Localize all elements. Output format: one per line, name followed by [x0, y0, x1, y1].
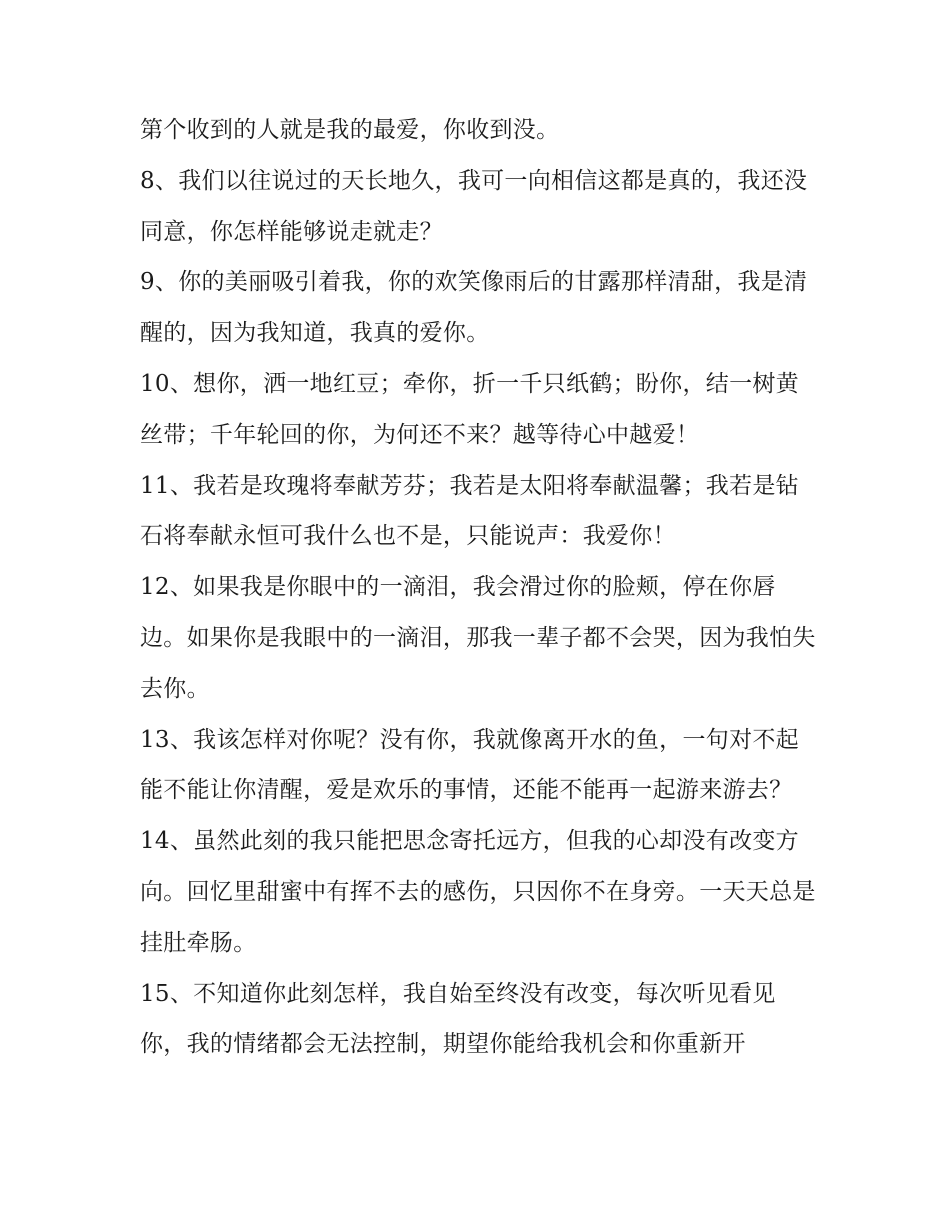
paragraph-item-12: 12、如果我是你眼中的一滴泪，我会滑过你的脸颊，停在你唇边。如果你是我眼中的一滴泪，那我一辈子都不会哭，因为我怕失去你。	[140, 574, 816, 702]
paragraph-item-10: 10、想你，洒一地红豆；牵你，折一千只纸鹤；盼你，结一树黄丝带；千年轮回的你，为何还不来？越等待心中越爱！	[140, 370, 799, 448]
paragraph-item-8: 8、我们以往说过的天长地久，我可一向相信这都是真的，我还没同意，你怎样能够说走就走？	[140, 167, 808, 245]
paragraph-continuation: 第个收到的人就是我的最爱，你收到没。	[140, 117, 560, 143]
paragraph-item-11: 11、我若是玫瑰将奉献芳芬；我若是太阳将奉献温馨；我若是钻石将奉献永恒可我什么也不是，只能说声：我爱你！	[140, 472, 799, 550]
paragraph-item-15: 15、不知道你此刻怎样，我自始至终没有改变，每次听见看见你，我的情绪都会无法控制，期望你能给我机会和你重新开	[140, 980, 776, 1058]
paragraph-item-9: 9、你的美丽吸引着我，你的欢笑像雨后的甘露那样清甜，我是清醒的，因为我知道，我真的爱你。	[140, 269, 808, 347]
document-body	[140, 105, 820, 1070]
paragraph-item-13: 13、我该怎样对你呢？没有你，我就像离开水的鱼，一句对不起能不能让你清醒，爱是欢乐的事情，还能不能再一起游来游去？	[140, 726, 799, 804]
paragraph-item-14: 14、虽然此刻的我只能把思念寄托远方，但我的心却没有改变方向。回忆里甜蜜中有挥不去的感伤，只因你不在身旁。一天天总是挂肚牵肠。	[140, 828, 816, 956]
